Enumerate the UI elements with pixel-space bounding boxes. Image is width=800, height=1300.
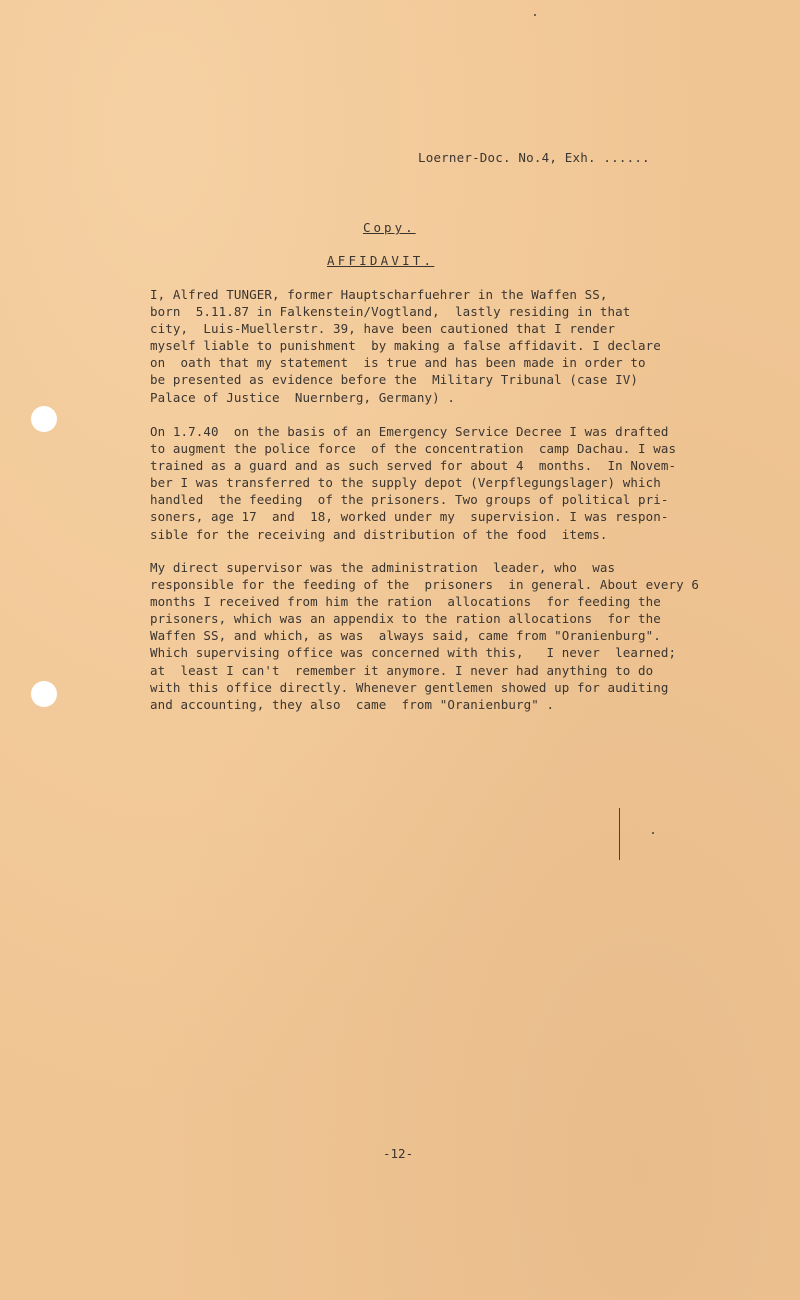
text-line: myself liable to punishment by making a false affidavit. I declare: [150, 338, 661, 354]
text-line: Which supervising office was concerned with this, I never learned;: [150, 645, 677, 661]
ink-dot: [534, 14, 536, 16]
punch-hole-bottom: [31, 681, 57, 707]
pencil-mark: [619, 808, 620, 860]
text-line: trained as a guard and as such served for about 4 months. In Novem-: [150, 458, 677, 474]
text-line: prisoners, which was an appendix to the ration allocations for the: [150, 611, 661, 627]
text-line: sible for the receiving and distribution of the food items.: [150, 526, 608, 542]
text-line: months I received from him the ration allocations for feeding the: [150, 594, 661, 610]
page-number: -12-: [383, 1146, 414, 1161]
paragraph-supervisor: [150, 559, 750, 713]
text-line: city, Luis-Muellerstr. 39, have been cautioned that I render: [150, 321, 616, 337]
text-line: Waffen SS, and which, as was always said, came from "Oranienburg".: [150, 628, 661, 644]
ink-dot: [652, 832, 654, 834]
text-line: on oath that my statement is true and has been made in order to: [150, 355, 646, 371]
text-line: at least I can't remember it anymore. I never had anything to do: [150, 662, 654, 678]
text-line: ber I was transferred to the supply depot (Verpflegungslager) which: [150, 475, 661, 491]
text-line: be presented as evidence before the Military Tribunal (case IV): [150, 372, 639, 388]
text-line: born 5.11.87 in Falkenstein/Vogtland, lastly residing in that: [150, 304, 631, 320]
text-line: handled the feeding of the prisoners. Two groups of political pri-: [150, 492, 669, 508]
text-line: responsible for the feeding of the prisoners in general. About every 6: [150, 577, 700, 593]
paragraph-declaration: [150, 286, 750, 406]
text-line: and accounting, they also came from "Oranienburg" .: [150, 696, 555, 712]
punch-hole-top: [31, 406, 57, 432]
text-line: to augment the police force of the concentration camp Dachau. I was: [150, 441, 677, 457]
copy-heading: Copy.: [363, 220, 416, 235]
text-line: I, Alfred TUNGER, former Hauptscharfuehrer in the Waffen SS,: [150, 287, 608, 302]
text-line: On 1.7.40 on the basis of an Emergency Service Decree I was drafted: [150, 424, 669, 439]
text-line: soners, age 17 and 18, worked under my supervision. I was respon-: [150, 509, 669, 525]
affidavit-heading: AFFIDAVIT.: [327, 253, 435, 268]
text-line: My direct supervisor was the administration leader, who was: [150, 560, 616, 575]
document-reference: Loerner-Doc. No.4, Exh. ......: [418, 150, 650, 165]
text-line: with this office directly. Whenever gentlemen showed up for auditing: [150, 679, 669, 695]
paragraph-service: [150, 423, 750, 543]
text-line: Palace of Justice Nuernberg, Germany) .: [150, 389, 456, 405]
